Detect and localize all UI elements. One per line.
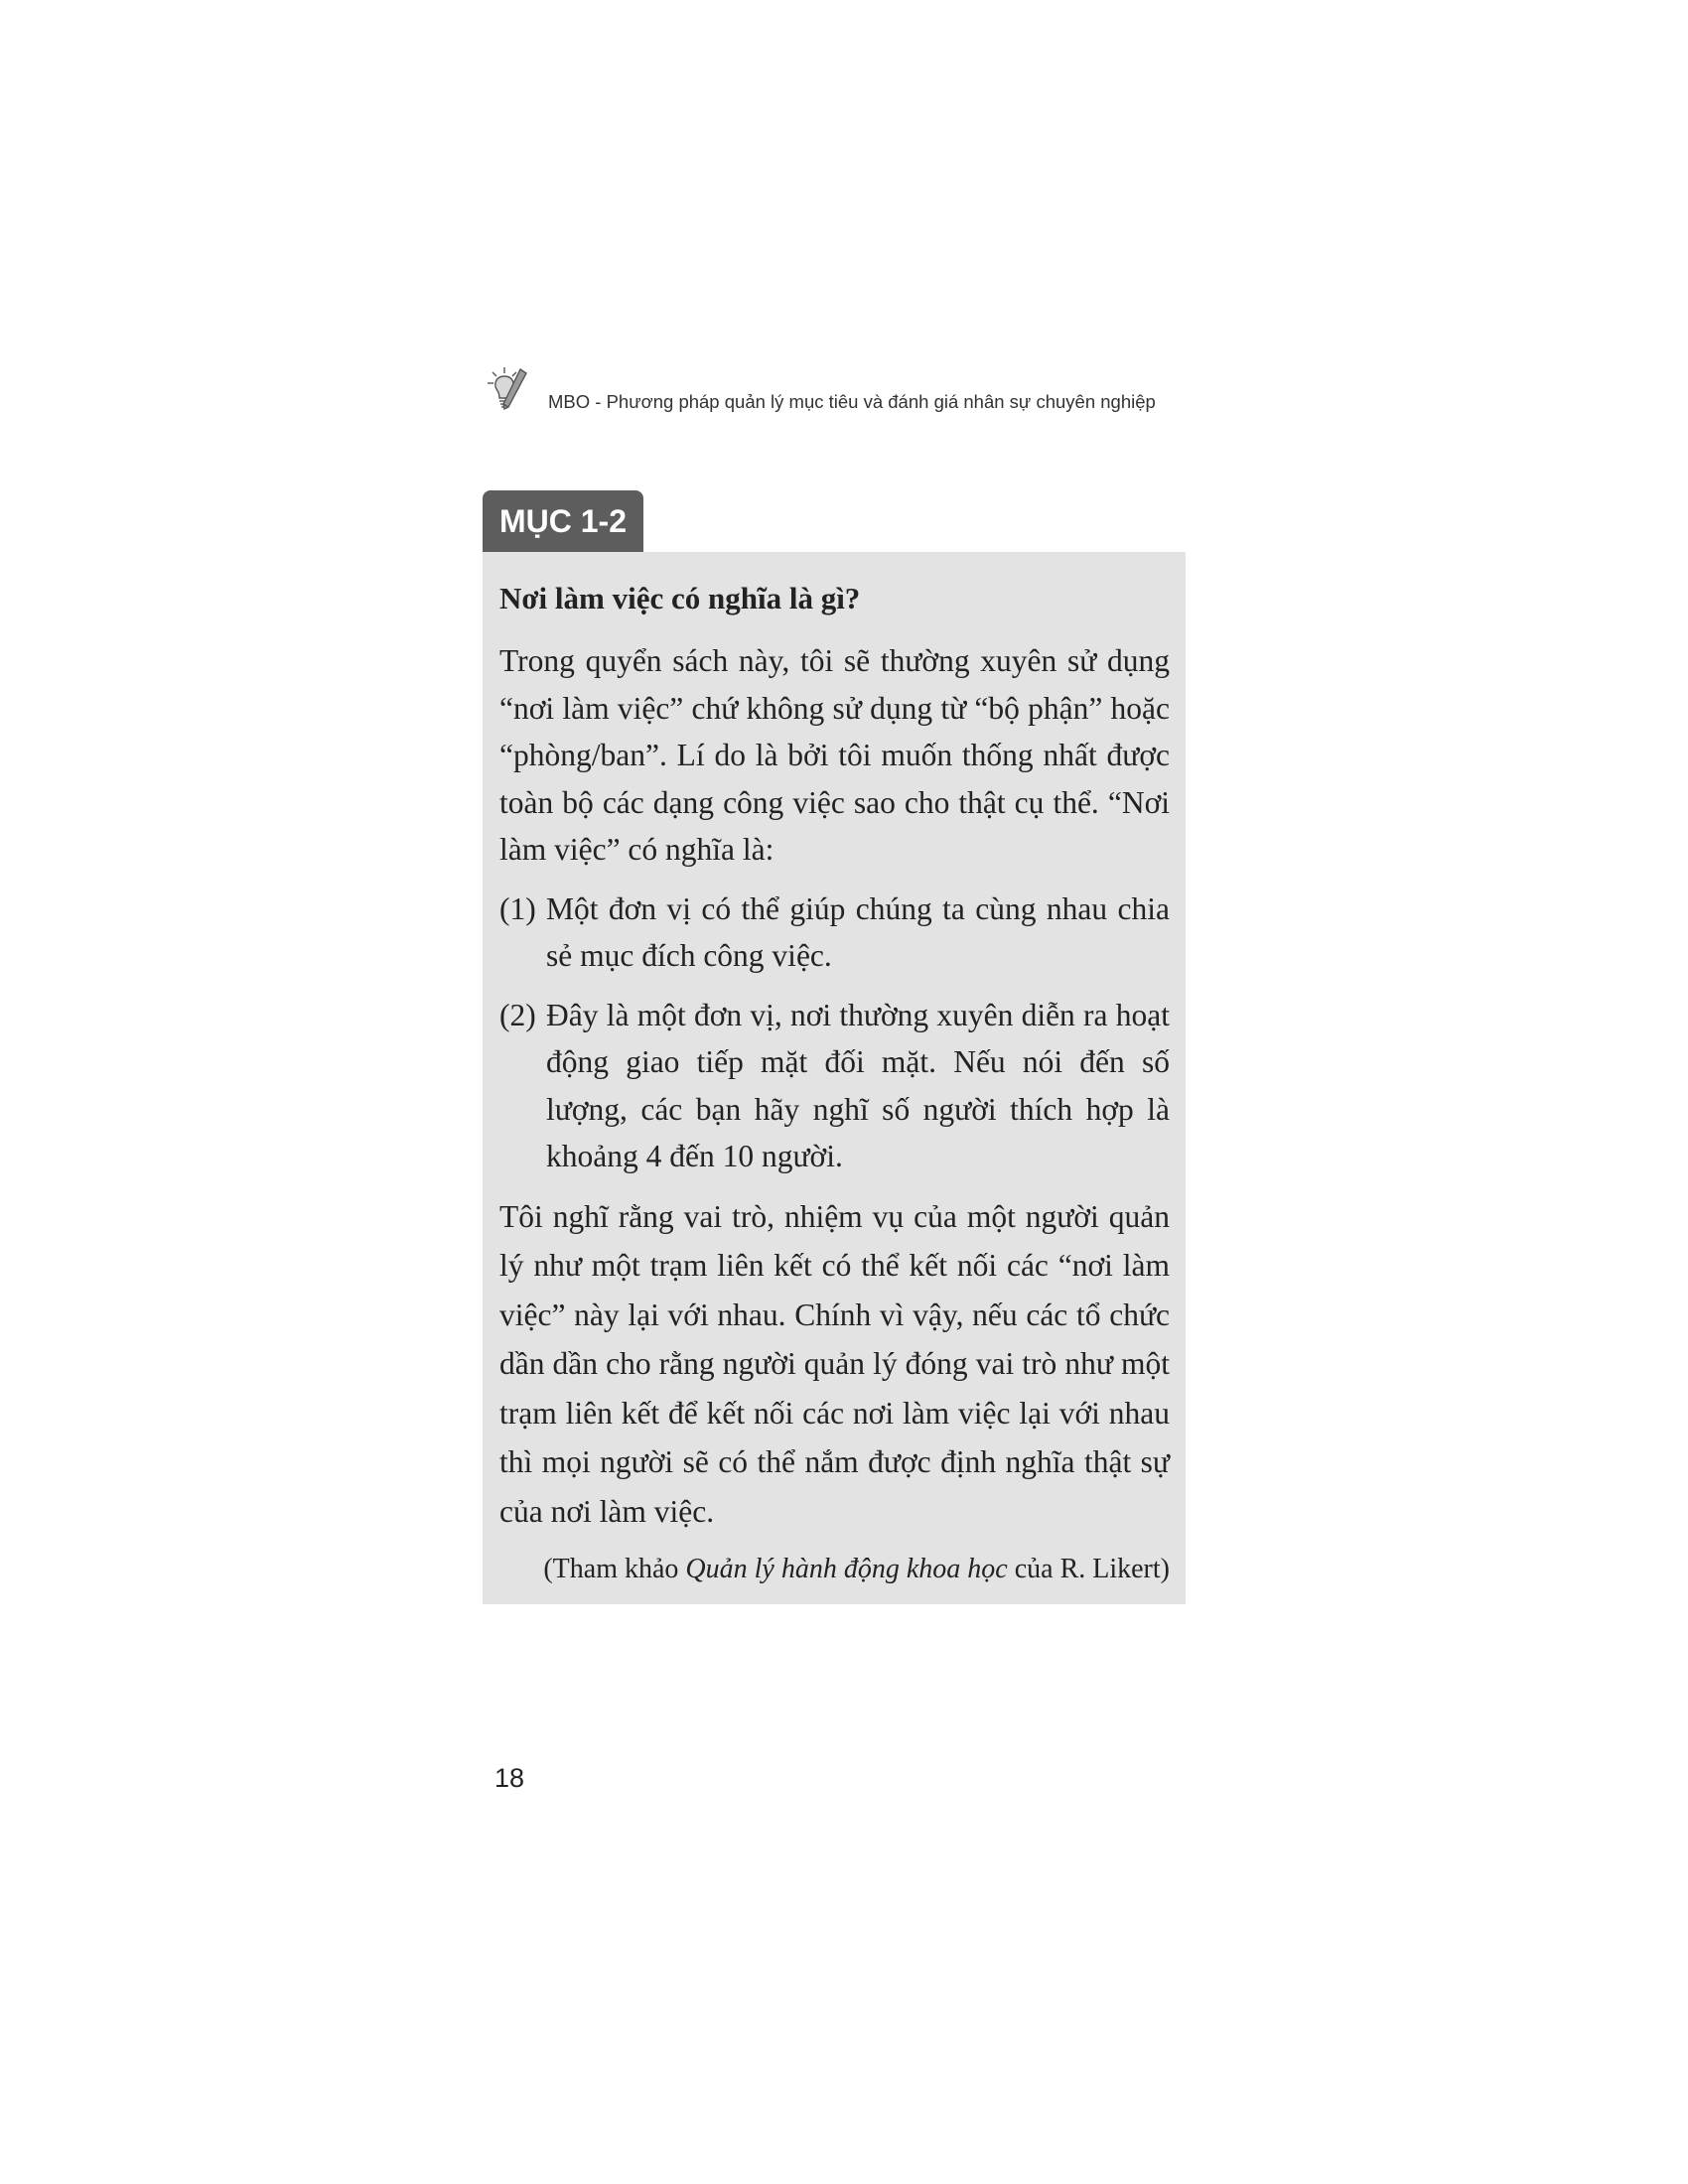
running-header <box>483 363 1156 415</box>
list-item-text: Một đơn vị có thể giúp chúng ta cùng nhau chia sẻ mục đích công việc. <box>546 890 1170 973</box>
sidebar-box <box>483 552 1186 1604</box>
reference-prefix: (Tham khảo <box>543 1554 686 1584</box>
box-title: Nơi làm việc có nghĩa là gì? <box>499 581 861 615</box>
intro-paragraph: Trong quyển sách này, tôi sẽ thường xuyên sử dụng “nơi làm việc” chứ không sử dụng từ “bộ phận” hoặc “phòng/ban”. Lí do là bởi tôi muốn thống nhất được toàn bộ các dạng công việc sao cho thật cụ thể. “Nơi làm việc” có nghĩa là: <box>499 643 1170 867</box>
list-item <box>499 992 1170 1180</box>
list-item <box>499 886 1170 980</box>
reference-suffix: của R. Likert) <box>1007 1554 1170 1584</box>
page-number: 18 <box>494 1763 525 1793</box>
section-label: MỤC 1-2 <box>483 490 643 552</box>
reference-note <box>499 1548 1170 1591</box>
lightbulb-pencil-icon <box>483 363 534 415</box>
running-header-title: MBO - Phương pháp quản lý mục tiêu và đánh giá nhân sự chuyên nghiệp <box>548 391 1156 412</box>
reference-book-title: Quản lý hành động khoa học <box>685 1554 1008 1584</box>
list-item-number: (1) <box>499 890 536 926</box>
list-item-number: (2) <box>499 997 536 1032</box>
list-item-text: Đây là một đơn vị, nơi thường xuyên diễn ra hoạt động giao tiếp mặt đối mặt. Nếu nói đến số lượng, các bạn hãy nghĩ số người thích hợp là khoảng 4 đến 10 người. <box>546 997 1170 1173</box>
conclusion-paragraph: Tôi nghĩ rằng vai trò, nhiệm vụ của một người quản lý như một trạm liên kết có thể kết nối các “nơi làm việc” này lại với nhau. Chính vì vậy, nếu các tổ chức dần dần cho rằng người quản lý đóng vai trò như một trạm liên kết để kết nối các nơi làm việc lại với nhau thì mọi người sẽ có thể nắm được định nghĩa thật sự của nơi làm việc. <box>499 1198 1170 1529</box>
